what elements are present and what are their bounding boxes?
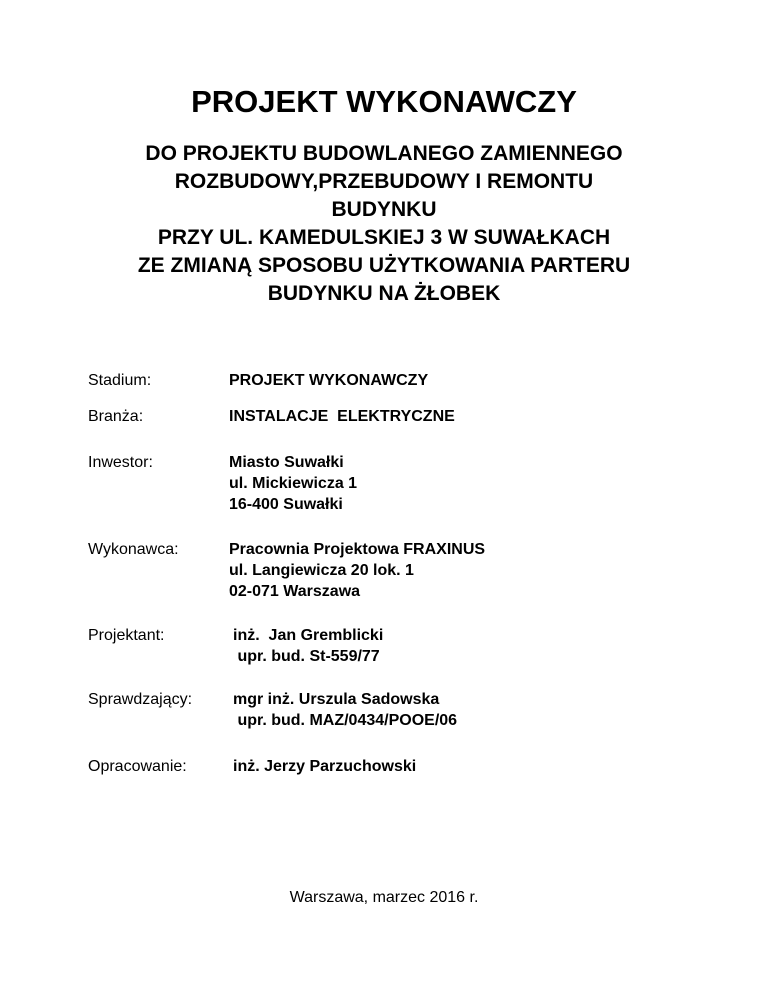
document-title: PROJEKT WYKONAWCZY [191, 84, 577, 119]
detail-label: Inwestor: [88, 454, 153, 471]
detail-value [233, 689, 457, 731]
subtitle-line: ROZBUDOWY,PRZEBUDOWY I REMONTU [174, 170, 594, 193]
subtitle-line: BUDYNKU [331, 198, 437, 221]
detail-value-line: Pracownia Projektowa FRAXINUS [229, 541, 486, 558]
detail-label: Opracowanie: [88, 758, 187, 775]
detail-value [233, 625, 383, 667]
subtitle-line: PRZY UL. KAMEDULSKIEJ 3 W SUWAŁKACH [157, 226, 611, 249]
detail-label: Sprawdzający: [88, 691, 193, 708]
detail-value [229, 539, 485, 602]
detail-value-line: ul. Langiewicza 20 lok. 1 [229, 562, 414, 579]
detail-value-line: ul. Mickiewicza 1 [229, 475, 358, 492]
detail-value [229, 406, 455, 427]
detail-value-line: mgr inż. Urszula Sadowska [233, 691, 440, 708]
detail-value-line: upr. bud. MAZ/0434/POOE/06 [233, 712, 458, 729]
detail-label: Branża: [88, 408, 144, 425]
detail-value [229, 370, 428, 391]
detail-label: Wykonawca: [88, 541, 179, 558]
detail-value-line: INSTALACJE ELEKTRYCZNE [229, 408, 455, 425]
detail-value-line: Miasto Suwałki [229, 454, 344, 471]
document-footer: Warszawa, marzec 2016 r. [289, 889, 479, 906]
document-subtitle [60, 140, 708, 308]
detail-value-line: inż. Jerzy Parzuchowski [233, 758, 417, 775]
subtitle-line: ZE ZMIANĄ SPOSOBU UŻYTKOWANIA PARTERU [137, 254, 631, 277]
detail-label: Projektant: [88, 627, 165, 644]
subtitle-line: BUDYNKU NA ŻŁOBEK [267, 282, 501, 305]
detail-value [229, 452, 357, 515]
subtitle-line: DO PROJEKTU BUDOWLANEGO ZAMIENNEGO [145, 142, 623, 165]
detail-value-line: upr. bud. St-559/77 [233, 648, 380, 665]
detail-value [233, 756, 416, 777]
detail-value-line: PROJEKT WYKONAWCZY [229, 372, 429, 389]
detail-value-line: 02-071 Warszawa [229, 583, 361, 600]
detail-value-line: 16-400 Suwałki [229, 496, 343, 513]
detail-value-line: inż. Jan Gremblicki [233, 627, 384, 644]
detail-label: Stadium: [88, 372, 152, 389]
